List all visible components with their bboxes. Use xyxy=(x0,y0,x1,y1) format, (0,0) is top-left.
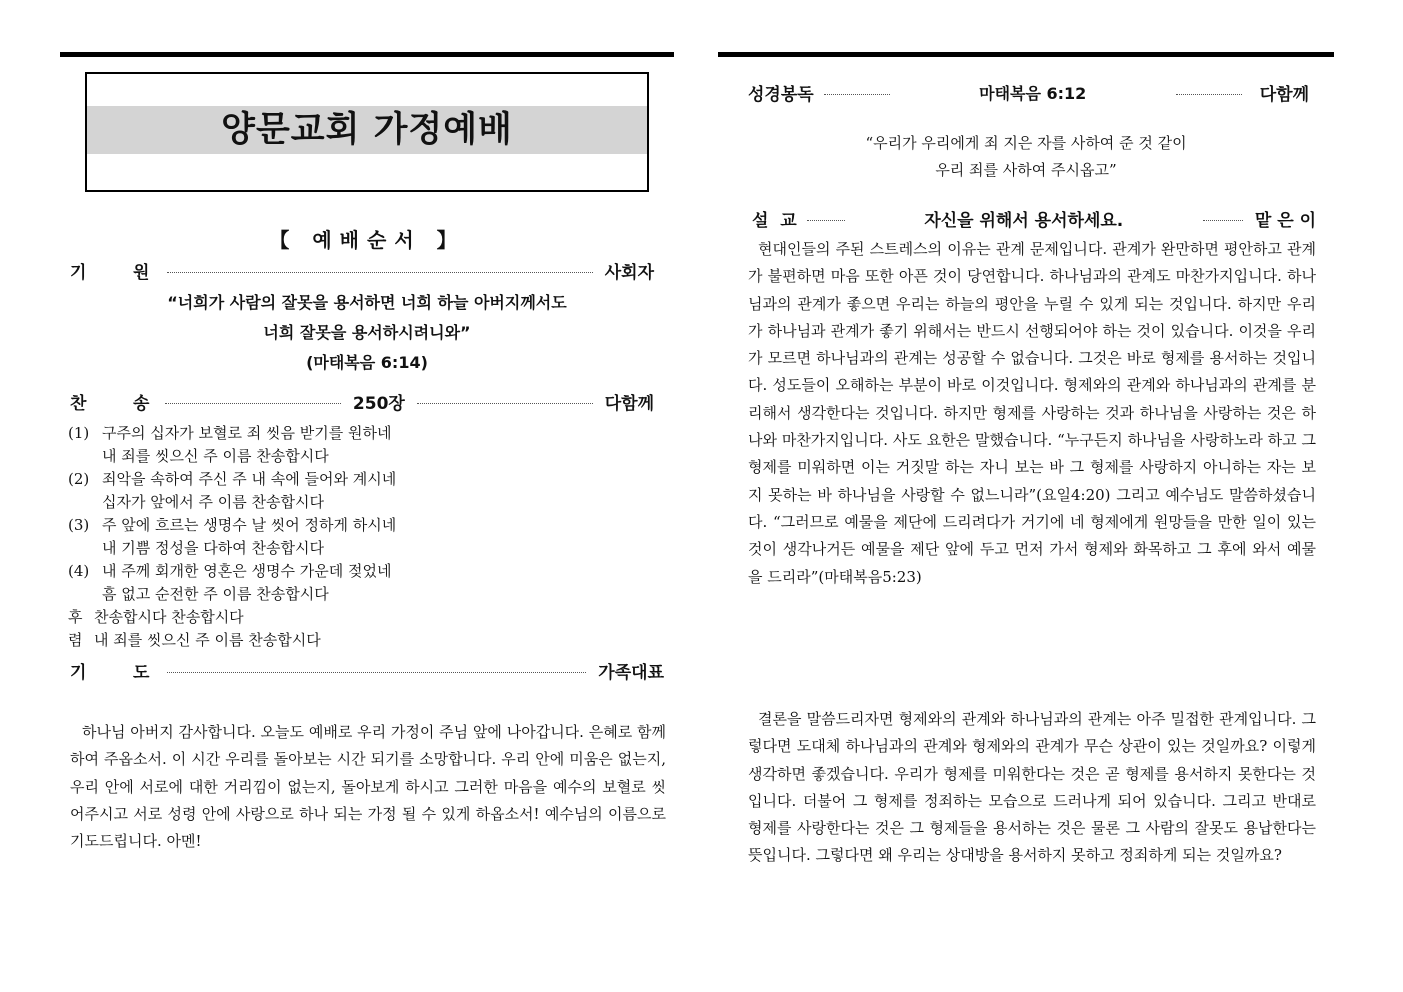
sermon-title: 자신을 위해서 용서하세요. xyxy=(924,210,1124,231)
hymn-mark xyxy=(68,491,102,514)
invocation-verse xyxy=(60,288,674,378)
leader-dots xyxy=(824,94,890,95)
hymn-line xyxy=(68,629,674,652)
top-rule xyxy=(60,52,674,57)
prayer-label-b: 도 xyxy=(133,662,150,683)
hymn-line xyxy=(68,468,674,491)
hymn-line xyxy=(68,606,674,629)
prayer-label-a: 기 xyxy=(70,662,87,683)
prayer-row xyxy=(60,657,674,683)
hymn-mark xyxy=(68,445,102,468)
hymn-line xyxy=(68,560,674,583)
scripture-line-1: “우리가 우리에게 죄 지은 자를 사하여 준 것 같이 xyxy=(865,134,1187,152)
hymn-line xyxy=(68,583,674,606)
hymn-text: 내 주께 회개한 영혼은 생명수 가운데 젖었네 xyxy=(102,562,392,580)
scripture-row xyxy=(748,79,1309,105)
title-box xyxy=(85,72,649,192)
hymn-mark: (4) xyxy=(68,562,90,580)
invocation-label-b: 원 xyxy=(133,262,150,283)
hymn-text: 내 죄를 씻으신 주 이름 찬송합시다 xyxy=(102,447,329,465)
prayer-text: 하나님 아버지 감사합니다. 오늘도 예배로 우리 가정이 주님 앞에 나아갑니다. 은혜로 함께하여 주옵소서. 이 시간 우리를 돌아보는 시간 되기를 소망합니다. 우리 안에 미움은 없는지, 우리 안에 서로에 대한 거리낌이 없는지, 돌아보게 하시고 그러한 마음을 예수의 보혈로 씻어주시고 서로 성령 안에 사랑으로 하나 되는 가정 될 수 있게 하옵소서! 예수님의 이름으로 기도드립니다. 아멘! xyxy=(70,723,666,851)
hymn-mark: 렴 xyxy=(68,631,83,649)
hymn-text: 내 기쁨 정성을 다하여 찬송합시다 xyxy=(102,539,324,557)
hymn-line xyxy=(68,514,674,537)
scripture-line-2: 우리 죄를 사하여 주시옵고” xyxy=(935,161,1117,179)
scripture-verse xyxy=(718,130,1334,184)
hymn-mark: (2) xyxy=(68,470,90,488)
hymn-label-a: 찬 xyxy=(70,393,87,414)
leader-dots xyxy=(1176,94,1242,95)
hymn-mark: (3) xyxy=(68,516,90,534)
sermon-row xyxy=(752,205,1316,231)
scripture-reference: 마태복음 6:12 xyxy=(979,83,1087,103)
sermon-preacher: 맡 은 이 xyxy=(1254,210,1316,231)
scripture-label: 성경봉독 xyxy=(748,84,814,105)
page-title: 양문교회 가정예배 xyxy=(221,110,513,150)
prayer-leader: 가족대표 xyxy=(598,662,664,683)
hymn-text: 찬송합시다 찬송합시다 xyxy=(94,608,244,626)
hymn-text: 십자가 앞에서 주 이름 찬송합시다 xyxy=(102,493,324,511)
hymn-label-b: 송 xyxy=(133,393,150,414)
leader-dots xyxy=(417,403,593,404)
top-rule xyxy=(718,52,1334,57)
invocation-row xyxy=(60,257,674,283)
hymn-text: 내 죄를 씻으신 주 이름 찬송합시다 xyxy=(94,631,321,649)
hymn-row xyxy=(60,388,674,414)
invocation-label-a: 기 xyxy=(70,262,87,283)
hymn-mark xyxy=(68,537,102,560)
scripture-leader: 다함께 xyxy=(1259,84,1309,105)
hymn-lyrics xyxy=(68,422,674,652)
hymn-text: 죄악을 속하여 주신 주 내 속에 들어와 계시네 xyxy=(102,470,397,488)
hymn-line xyxy=(68,537,674,560)
leader-dots xyxy=(167,272,593,273)
hymn-mark: (1) xyxy=(68,424,90,442)
sermon-label: 설 교 xyxy=(752,210,797,231)
verse-line-2: 너희 잘못을 용서하시려니와” xyxy=(263,323,471,342)
hymn-number: 250장 xyxy=(352,393,405,414)
leader-dots xyxy=(167,672,586,673)
leader-dots xyxy=(807,220,845,221)
hymn-line xyxy=(68,445,674,468)
leader-dots xyxy=(1203,220,1243,221)
hymn-mark xyxy=(68,583,102,606)
order-heading: 【 예배순서 】 xyxy=(269,228,465,252)
hymn-line xyxy=(68,422,674,445)
hymn-text: 주 앞에 흐르는 생명수 날 씻어 정하게 하시네 xyxy=(102,516,397,534)
hymn-line xyxy=(68,491,674,514)
leader-dots xyxy=(165,403,341,404)
hymn-leader: 다함께 xyxy=(604,393,655,414)
verse-line-1: “너희가 사람의 잘못을 용서하면 너희 하늘 아버지께서도 xyxy=(167,293,567,312)
hymn-text: 흠 없고 순전한 주 이름 찬송합시다 xyxy=(102,585,329,603)
verse-reference: (마태복음 6:14) xyxy=(306,353,428,372)
invocation-leader: 사회자 xyxy=(604,262,654,283)
hymn-mark: 후 xyxy=(68,608,83,626)
sermon-paragraph-1: 현대인들의 주된 스트레스의 이유는 관계 문제입니다. 관계가 완만하면 평안하고 관계가 불편하면 마음 또한 아픈 것이 당연합니다. 하나님과의 관계도 마찬가지입니다. 하나님과의 관계가 좋으면 우리는 하늘의 평안을 누릴 수 있게 되는 것입니다. 하지만 우리가 하나님과 관계가 좋기 위해서는 반드시 선행되어야 하는 것이 있습니다. 이것을 우리가 모르면 하나님과의 관계는 성공할 수 없습니다. 그것은 바로 형제를 용서하는 것입니다. 성도들이 오해하는 부분이 바로 이것입니다. 형제와의 관계와 하나님과의 관계를 분리해서 생각한다는 것입니다. 하지만 형제를 사랑하는 것과 하나님을 사랑하는 것은 하나와 마찬가지입니다. 사도 요한은 말했습니다. “누구든지 하나님을 사랑하노라 하고 그 형제를 미워하면 이는 거짓말 하는 자니 보는 바 그 형제를 사랑하지 아니하는 자는 보지 못하는 바 하나님을 사랑할 수 없느니라”(요일4:20) 그리고 예수님도 말씀하셨습니다. “그러므로 예물을 제단에 드리려다가 거기에 네 형제에게 원망들을 만한 일이 있는 것이 생각나거든 예물을 제단 앞에 두고 먼저 가서 형제와 화목하고 그 후에 와서 예물을 드리라”(마태복음5:23) xyxy=(748,240,1316,586)
hymn-text: 구주의 십자가 보혈로 죄 씻음 받기를 원하네 xyxy=(102,424,392,442)
sermon-paragraph-2: 결론을 말씀드리자면 형제와의 관계와 하나님과의 관계는 아주 밀접한 관계입니다. 그렇다면 도대체 하나님과의 관계와 형제와의 관계가 무슨 상관이 있는 것일까요? 이렇게 생각하면 좋겠습니다. 우리가 형제를 미워한다는 것은 곧 형제를 용서하지 못한다는 것입니다. 더불어 그 형제를 정죄하는 모습으로 드러나게 되어 있습니다. 그리고 반대로 형제를 사랑한다는 것은 그 형제들을 용서하는 것은 물론 그 사람의 잘못도 용납한다는 뜻입니다. 그렇다면 왜 우리는 상대방을 용서하지 못하고 정죄하게 되는 것일까요? xyxy=(748,710,1316,865)
